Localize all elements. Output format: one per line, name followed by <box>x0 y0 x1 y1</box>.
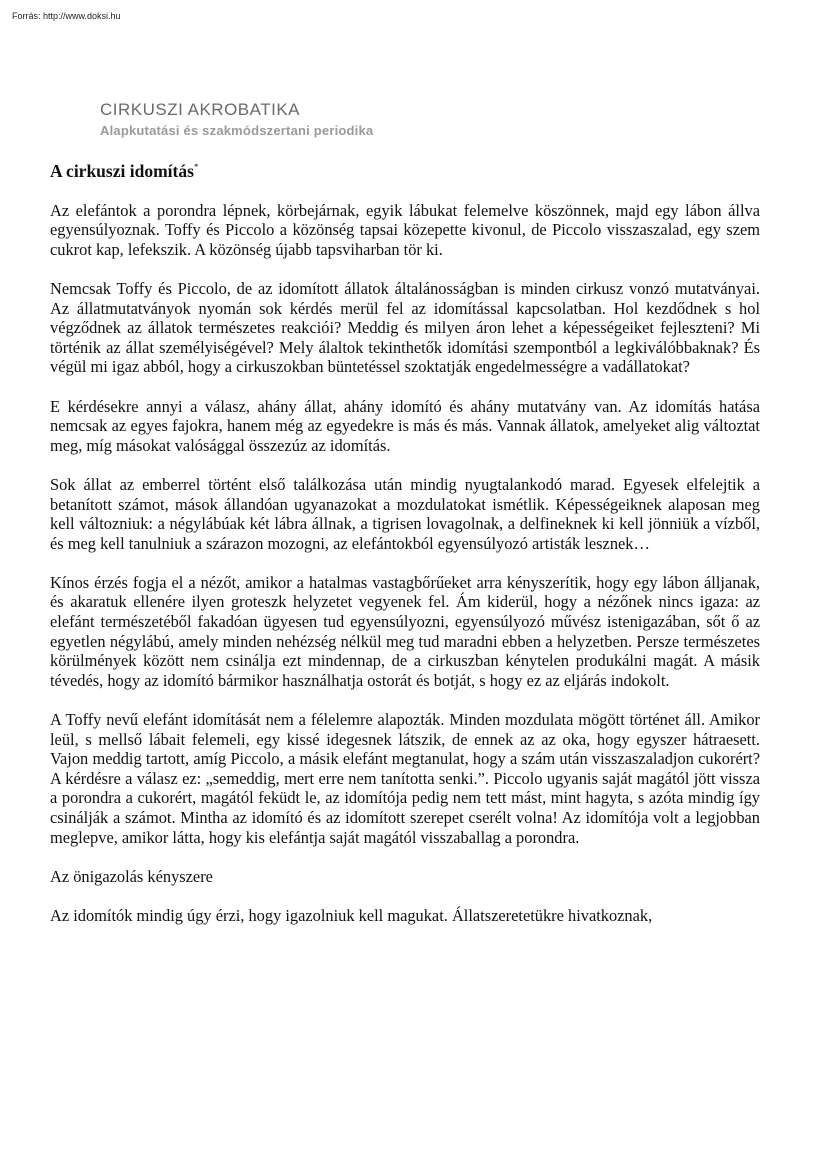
paragraph: Nemcsak Toffy és Piccolo, de az idomított állatok általánosságban is minden cirkusz vonzó mutatványai. Az állatmutatványok nyomán sok kérdés merül fel az idomítással kapcsolatban. Hol kezdődnek s hol végződnek az állatok természetes reakciói? Meddig és milyen áron lehet a képességeiket fejleszteni? Mi történik az állat személyiségével? Mely álaltok tekinthetők idomítási szempontból a legkiválóbbaknak? És végül mi igaz abból, hogy a cirkuszokban büntetéssel szoktatják engedelmességre a vadállatokat? <box>50 278 760 377</box>
paragraph: Az idomítók mindig úgy érzi, hogy igazolniuk kell magukat. Állatszeretetükre hivatkoznak, <box>50 905 653 925</box>
footnote-mark: * <box>193 162 199 172</box>
periodical-title: CIRKUSZI AKROBATIKA <box>100 100 301 119</box>
article-title-text: A cirkuszi idomítás <box>50 161 194 181</box>
paragraph: Az elefántok a porondra lépnek, körbejárnak, egyik lábukat felemelve köszönnek, majd egy lábon állva egyensúlyoznak. Toffy és Piccolo a közönség tapsai közepette kivonul, de Piccolo visszaszalad, egy szem cukrot kap, lefekszik. A közönség újabb tapsviharban tör ki. <box>50 200 760 259</box>
article-title <box>50 158 760 182</box>
paragraph: E kérdésekre annyi a válasz, ahány állat, ahány idomító és ahány mutatvány van. Az idomítás hatása nemcsak az egyes fajokra, hanem még az egyedekre is más és más. Vannak állatok, amelyeket alig változtat meg, míg másokat valósággal összezúz az idomítás. <box>50 396 760 455</box>
paragraph: Sok állat az emberrel történt első találkozása után mindig nyugtalankodó marad. Egyesek elfelejtik a betanított számot, mások állandóan ugyanazokat a mozdulatokat ismétlik. Képességeiknek alaposan meg kell változniuk: a négylábúak két lábra állnak, a tigrisen lovagolnak, a delfineknek ki kell jönniük a vízből, és meg kell tanulniuk a szárazon mozogni, az elefántokból egyensúlyozó artisták lesznek… <box>50 474 760 553</box>
article-body <box>50 158 760 926</box>
source-line: Forrás: http://www.doksi.hu <box>12 11 121 21</box>
periodical-subtitle: Alapkutatási és szakmódszertani periodika <box>100 123 374 138</box>
paragraph: A Toffy nevű elefánt idomítását nem a félelemre alapozták. Minden mozdulata mögött történet áll. Amikor leül, s mellső lábait felemeli, egy kissé idegesnek látszik, de ennek az az oka, hogy egyszer hátraesett. Vajon meddig tartott, amíg Piccolo, a másik elefánt megtanulat, hogy a szám után visszaszaladjon cukorért? A kérdésre a válasz ez: „semeddig, mert erre nem tanította senki.”. Piccolo ugyanis saját magától jött vissza a porondra a cukorért, magától feküdt le, az idomítója pedig nem tett mást, mint hagyta, s azóta mindig így csinálják a számot. Mintha az idomító és az idomított szerepet cserélt volna! Az idomítója volt a legjobban meglepve, amikor látta, hogy kis elefántja saját magától visszaballag a porondra. <box>50 710 760 847</box>
section-heading: Az önigazolás kényszere <box>50 866 213 886</box>
paragraph: Kínos érzés fogja el a nézőt, amikor a hatalmas vastagbőrűeket arra kényszerítik, hogy egy lábon álljanak, és akaratuk ellenére ilyen groteszk helyzetet vegyenek fel. Ám kiderül, hogy a nézőnek nincs igaza: az elefánt természetéből fakadóan ügyesen tud egyensúlyozni, egyensúlyozó művész istenigazában, sőt ő az egyetlen négylábú, amely minden nehézség nélkül meg tud maradni ebben a helyzetben. Persze természetes körülmények között nem csinálja ezt mindennap, de a cirkuszban kénytelen produkálni magát. A másik tévedés, hogy az idomító bármikor használhatja ostorát és botját, s hogy ez az eljárás indokolt. <box>50 572 760 690</box>
